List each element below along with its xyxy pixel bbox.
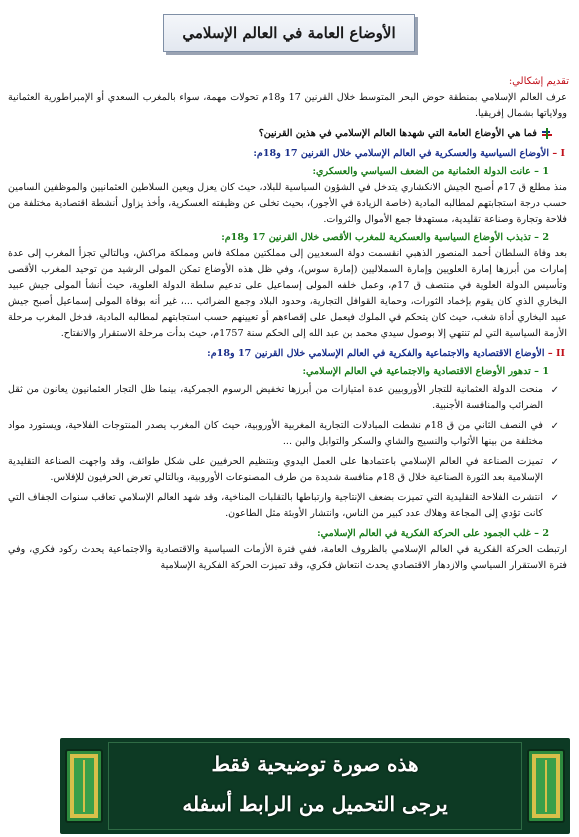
document-body <box>8 74 571 837</box>
page-title: الأوضاع العامة في العالم الإسلامي <box>163 14 415 52</box>
section-2-sub-2-heading: 2 – غلب الجمود على الحركة الفكرية في العالم الإسلامي: <box>317 528 549 539</box>
check-icon: ✓ <box>550 493 559 504</box>
check-icon: ✓ <box>550 421 559 432</box>
list-item: ✓ منحت الدولة العثمانية للتجار الأوروبيين عدة امتيازات من أبرزها تخفيض الرسوم الجمركية، بينما ظل التجار العثمانيون يعانون من ثقل الضرائب والمنافسة الأجنبية. <box>8 384 559 411</box>
section-2-number: II – <box>547 348 565 359</box>
section-2-sub-1-heading: 1 – تدهور الأوضاع الاقتصادية والاجتماعية في العالم الإسلامي: <box>302 366 549 377</box>
section-1-heading <box>8 146 565 162</box>
check-icon: ✓ <box>550 385 559 396</box>
check-icon: ✓ <box>550 457 559 468</box>
banner-line-1: هذه صورة توضيحية فقط <box>211 752 419 776</box>
section-1-sub-2-heading: 2 – تذبذب الأوضاع السياسية والعسكرية للمغرب الأقصى خلال القرنين 17 و18م: <box>221 232 549 243</box>
intro-label: تقديم إشكالي: <box>508 76 569 87</box>
section-1-title: الأوضاع السياسية والعسكرية في العالم الإسلامي خلال القرنين 17 و18م: <box>253 148 550 159</box>
list-item: ✓ في النصف الثاني من ق 18م نشطت المبادلات التجارية المغربية الأوروبية، حيث كان المغرب يصدر المنتوجات الفلاحية، ويستورد مواد مختلفة من بينها الأثواب والنسيج والشاي والسكر والتوابل والبن ... <box>8 420 559 447</box>
problem-question <box>8 126 553 142</box>
section-1-number: I – <box>552 148 565 159</box>
download-notice-banner[interactable] <box>60 738 570 834</box>
section-2-heading <box>8 346 565 362</box>
question-marker-icon <box>541 128 553 140</box>
section-2-sub-1-list <box>8 382 561 522</box>
question-text: فما هي الأوضاع العامة التي شهدها العالم الإسلامي في هذين القرنين؟ <box>258 128 537 139</box>
banner-line-2: يرجى التحميل من الرابط أسفله <box>182 792 448 816</box>
intro-paragraph: عرف العالم الإسلامي بمنطقة حوض البحر المتوسط خلال القرنين 17 و18م تحولات مهمة، سواء بالمغرب السعدي أو الإمبراطورية العثمانية وولاياتها بشمال إفريقيا. <box>8 92 567 119</box>
list-item: ✓ تميزت الصناعة في العالم الإسلامي باعتمادها على العمل اليدوي وبتنظيم الحرفيين على شكل طوائف، وقد واجهت الصناعة التقليدية الإسلامية بعد الثورة الصناعية خلال ق 18م منافسة شديدة من طرف المصنوعات الأوروبية، وبالتالي تعرض الحرفيون للإفلاس. <box>8 456 559 483</box>
section-2-sub-2-text: ارتبطت الحركة الفكرية في العالم الإسلامي بالظروف العامة، ففي فترة الأزمات السياسية والاقتصادية والاجتماعية يحدث ركود فكري، وفي فترة الاستقرار السياسي والازدهار الاقتصادي يحدث انتعاش فكري، وقد تميزت الحركة الفكرية الإسلامية <box>8 544 567 571</box>
section-1-sub-1-text: منذ مطلع ق 17م أصبح الجيش الانكشاري يتدخل في الشؤون السياسية للبلاد، حيث كان يعزل ويعين السلاطين العثمانيين والموظفين السامين حسب درجة استجابتهم لمطالبه المادية (خاصة الزيادة في الأجور)، بحيث تخلى عن وظيفته العسكرية، وأخذ يزاول أنشطة اقتصادية مختلفة من فلاحة وتجارة وصناعة تقليدية، مستهدفا جمع الأموال والثروات. <box>8 182 567 225</box>
list-item: ✓ انتشرت الفلاحة التقليدية التي تميزت بضعف الإنتاجية وارتباطها بالتقلبات المناخية، وقد شهد العالم الإسلامي تعاقب سنوات الجفاف التي كانت تؤدي إلى المجاعة وهلاك عدد كبير من الناس، وانتشار الأوبئة مثل الطاعون. <box>8 492 559 519</box>
section-1-sub-1-heading: 1 – عانت الدولة العثمانية من الضعف السياسي والعسكري: <box>312 166 549 177</box>
section-2-title: الأوضاع الاقتصادية والاجتماعية والفكرية في العالم الإسلامي خلال القرنين 17 و18م: <box>207 348 545 359</box>
section-1-sub-2-text: بعد وفاة السلطان أحمد المنصور الذهبي انقسمت دولة السعديين إلى مملكتين مملكة فاس ومملكة مراكش، وبالتالي تجزأ المغرب إلى عدة إمارات من أبرزها إمارة العلويين وإمارة السملاليين (إمارة سوس)، وفي ظل هذه الأوضاع تمكن المولى الرشيد من توحيد المغرب الأقصى وتأسيس الدولة العلوية في منتصف ق 17م، وعمل خلفه المولى إسماعيل على تدعيم سلطة الدولة العلوية، حيث أنشأ المولى جيش عبيد البخاري الذي كان يقوم بإخماد الثورات، وحماية القوافل التجارية، وحدود البلاد وجمع الضرائب ...، غير أنه بوفاة المولى إسماعيل أصبح جيش عبيد البخاري أداة شغب، حيث كان يتحكم في الملوك فيعمل على إقصاءهم أو تعيينهم حسب استجابتهم لمطالبه المادية، فدخل المغرب مرحلة الأزمة السياسية التي لم تنتهي إلا بوصول سيدي محمد بن عبد الله إلى الحكم سنة 1757م، حيث بدأت مرحلة الاستقرار والانفتاح. <box>8 248 567 339</box>
